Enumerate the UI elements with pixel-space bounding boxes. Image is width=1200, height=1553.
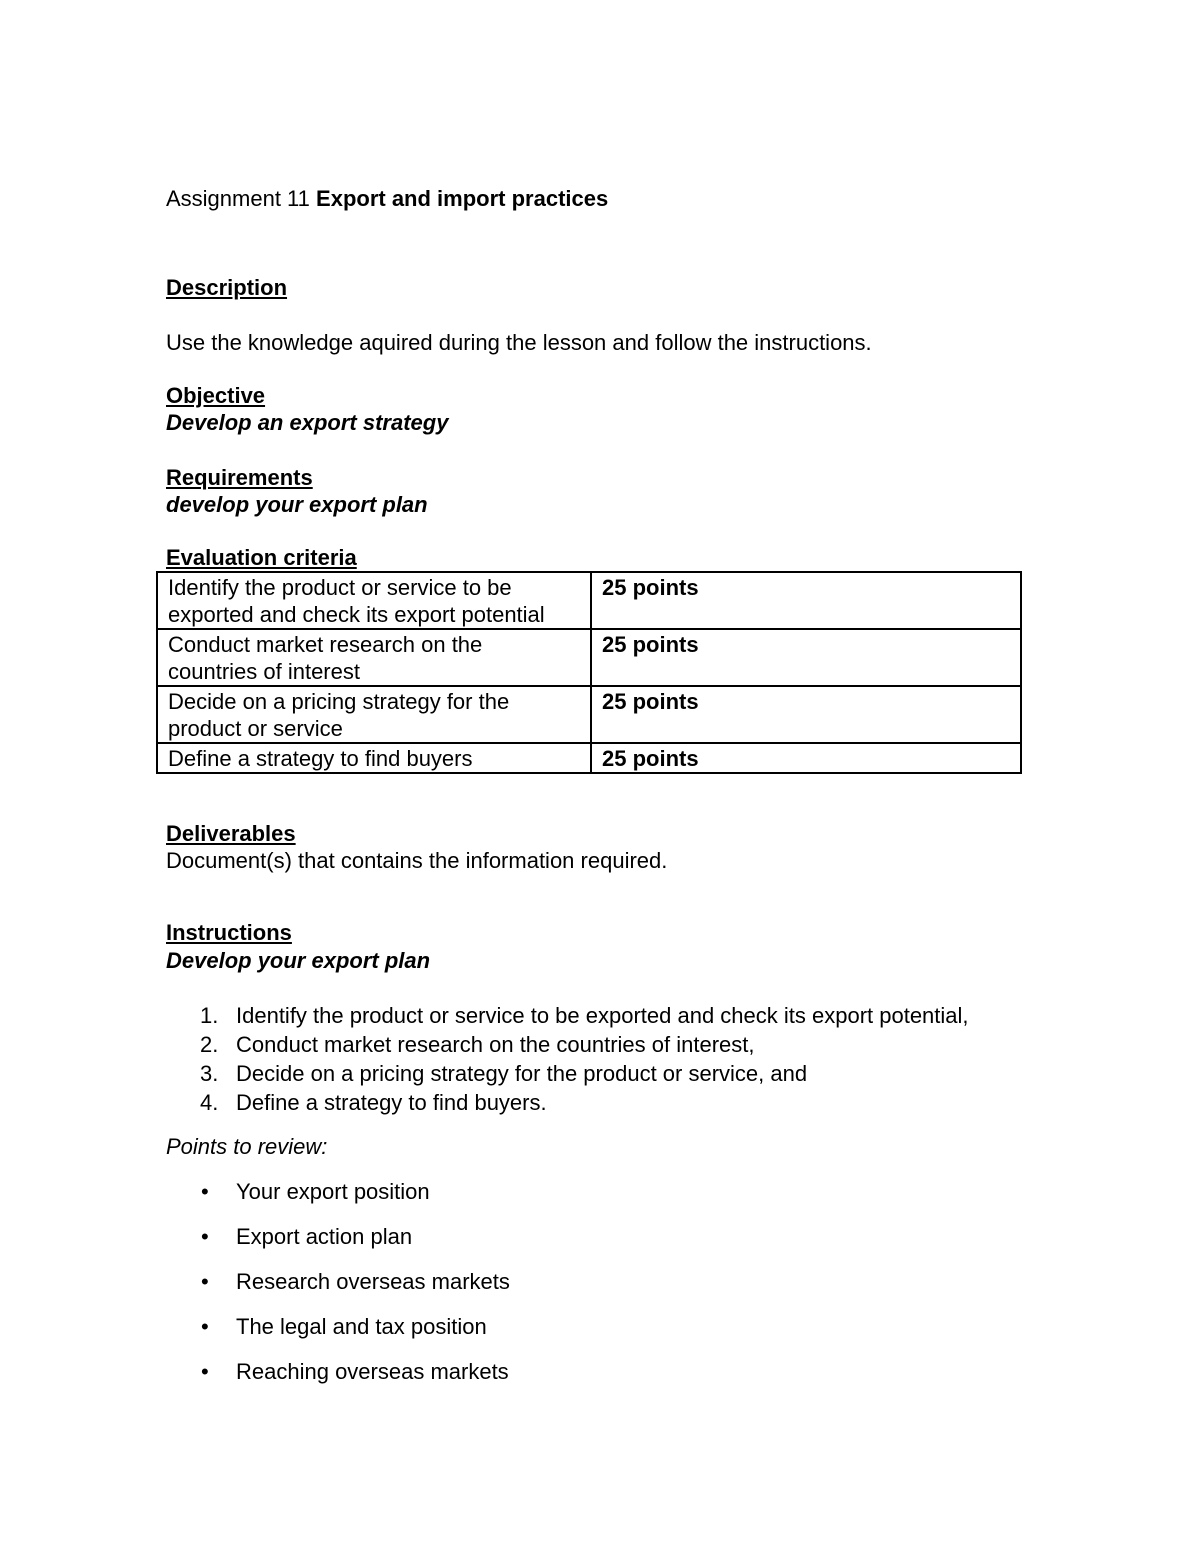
criterion-cell (157, 629, 591, 686)
description-heading: Description (166, 275, 288, 300)
deliverables-heading: Deliverables (166, 821, 296, 846)
evaluation-row (157, 743, 1021, 773)
evaluation-row (157, 686, 1021, 743)
criterion-line: exported and check its export potential (168, 602, 545, 627)
review-point-text: Your export position (236, 1179, 430, 1204)
criterion-line: Define a strategy to find buyers (168, 746, 473, 771)
objective-heading: Objective (166, 383, 266, 408)
review-point-text: Research overseas markets (236, 1269, 510, 1294)
requirements-heading: Requirements (166, 465, 313, 490)
bullet-icon: • (201, 1314, 209, 1339)
bullet-icon: • (201, 1179, 209, 1204)
instructions-heading: Instructions (166, 920, 292, 945)
review-point-text: Export action plan (236, 1224, 413, 1249)
criterion-cell (157, 686, 591, 743)
step-number: 4. (200, 1090, 219, 1115)
title-prefix: Assignment 11 (166, 186, 310, 211)
step-text: Conduct market research on the countries of interest, (236, 1032, 755, 1057)
points-cell: 25 points (591, 686, 1021, 743)
criterion-line: product or service (168, 716, 343, 741)
evaluation-heading: Evaluation criteria (166, 545, 357, 570)
instructions-subheading: Develop your export plan (166, 948, 431, 973)
deliverables-text: Document(s) that contains the information required. (166, 848, 668, 873)
requirements-text: develop your export plan (166, 492, 428, 517)
criterion-line: Decide on a pricing strategy for the (168, 689, 510, 714)
bullet-icon: • (201, 1359, 209, 1384)
objective-text: Develop an export strategy (166, 410, 449, 435)
points-cell: 25 points (591, 629, 1021, 686)
review-label: Points to review: (166, 1134, 328, 1159)
bullet-icon: • (201, 1224, 209, 1249)
document-title (166, 185, 608, 212)
points-cell: 25 points (591, 572, 1021, 629)
step-text: Define a strategy to find buyers. (236, 1090, 547, 1115)
step-number: 1. (200, 1003, 219, 1028)
evaluation-table (156, 571, 1022, 774)
criterion-cell (157, 743, 591, 773)
step-text: Decide on a pricing strategy for the product or service, and (236, 1061, 808, 1086)
evaluation-row (157, 572, 1021, 629)
criterion-cell (157, 572, 591, 629)
step-number: 3. (200, 1061, 219, 1086)
criterion-line: countries of interest (168, 659, 360, 684)
step-number: 2. (200, 1032, 219, 1057)
description-text: Use the knowledge aquired during the lesson and follow the instructions. (166, 330, 872, 355)
criterion-line: Conduct market research on the (168, 632, 483, 657)
evaluation-row (157, 629, 1021, 686)
bullet-icon: • (201, 1269, 209, 1294)
title-main: Export and import practices (316, 186, 609, 211)
review-point-text: Reaching overseas markets (236, 1359, 509, 1384)
review-point-text: The legal and tax position (236, 1314, 487, 1339)
points-cell: 25 points (591, 743, 1021, 773)
step-text: Identify the product or service to be exported and check its export potential, (236, 1003, 969, 1028)
criterion-line: Identify the product or service to be (168, 575, 512, 600)
